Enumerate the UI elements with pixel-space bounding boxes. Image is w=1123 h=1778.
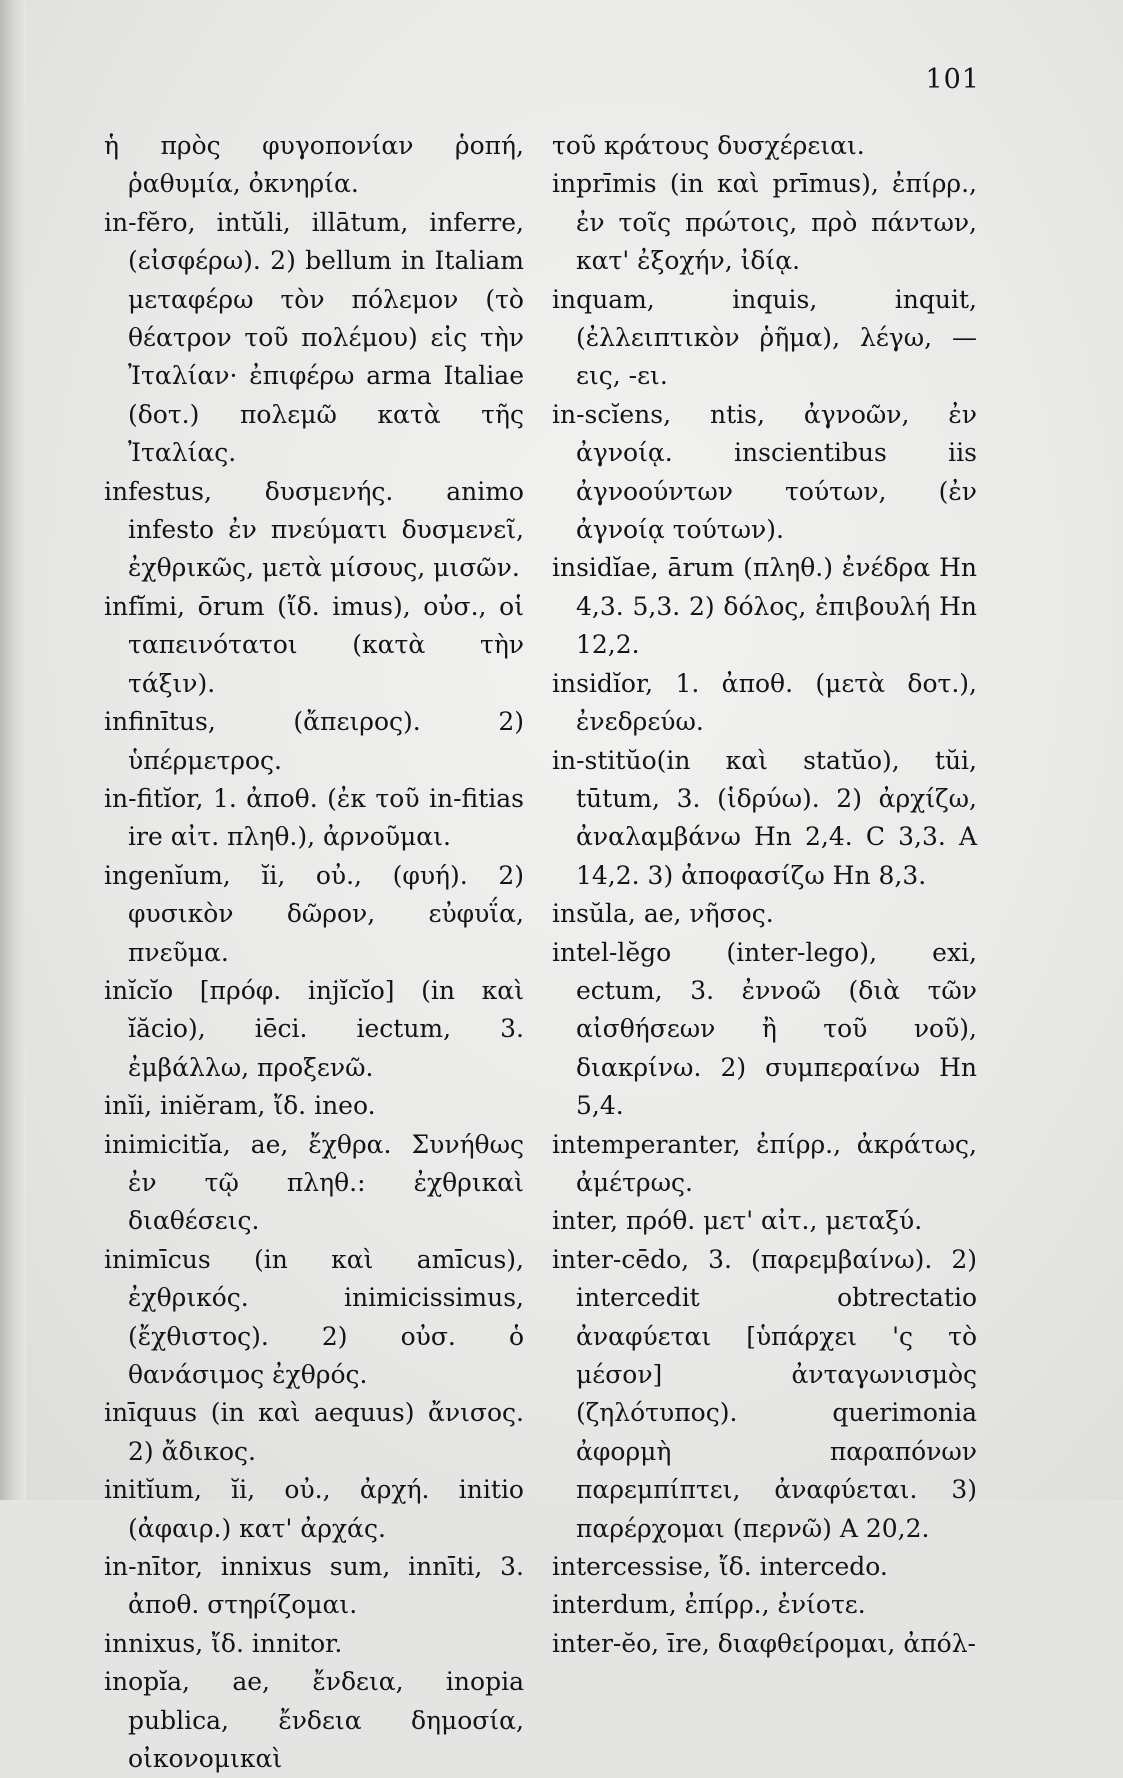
dictionary-entry: inĭi, iniĕram, ἴδ. ineo. (104, 1091, 376, 1121)
right-column (552, 127, 977, 1663)
dictionary-entry: inter, πρόθ. μετ' αἰτ., μεταξύ. (552, 1206, 923, 1236)
dictionary-entry: inimīcus (in καὶ amīcus), ἐχθρικός. inimicissimus, (ἔχθιστος). 2) οὐσ. ὁ θανάσιμος ἐχθρός. (104, 1244, 524, 1389)
dictionary-entry: interdum, ἐπίρρ., ἐνίοτε. (552, 1590, 866, 1620)
dictionary-entry: inter-cēdo, 3. (παρεμβαίνω). 2) intercedit obtrectatio ἀναφύεται [ὑπάρχει 'ς τὸ μέσον] ἀνταγωνισμὸς (ζηλότυπος). querimonia ἀφορμὴ παραπόνων παρεμπίπτει, ἀναφύεται. 3) παρέρχομαι (περνῶ) A 20,2. (552, 1244, 977, 1543)
book-spine-shadow (0, 0, 26, 1500)
dictionary-entry: intercessise, ἴδ. intercedo. (552, 1552, 888, 1582)
dictionary-entry: ἡ πρὸς φυγοπονίαν ῥοπή, ῥαθυμία, ὀκνηρία. (104, 131, 524, 199)
dictionary-entry: ingenĭum, ĭi, οὐ., (φυή). 2) φυσικὸν δῶρον, εὐφυΐα, πνεῦμα. (104, 860, 524, 967)
dictionary-entry: infĭmi, ōrum (ἴδ. imus), οὐσ., οἱ ταπεινότατοι (κατὰ τὴν τάξιν). (104, 591, 524, 698)
dictionary-entry: in-fitĭor, 1. ἀποθ. (ἐκ τοῦ in-fitias ire αἰτ. πληθ.), ἀρνοῦμαι. (104, 783, 524, 852)
dictionary-entry: intel-lĕgo (inter-lego), exi, ectum, 3. ἐννοῶ (διὰ τῶν αἰσθήσεων ἢ τοῦ νοῦ), διακρίνω. 2) συμπεραίνω Hn 5,4. (552, 937, 977, 1121)
dictionary-entry: innixus, ἴδ. innitor. (104, 1628, 343, 1658)
dictionary-entry: inimicitĭa, ae, ἔχθρα. Συνήθως ἐν τῷ πληθ.: ἐχθρικαὶ διαθέσεις. (104, 1129, 524, 1236)
dictionary-entry: intemperanter, ἐπίρρ., ἀκράτως, ἀμέτρως. (552, 1129, 977, 1197)
dictionary-entry: in-fĕro, intŭli, illātum, inferre, (εἰσφέρω). 2) bellum in Italiam μεταφέρω τὸν πόλεμον (τὸ θέατρον τοῦ πολέμου) εἰς τὴν Ἰταλίαν· ἐπιφέρω arma Italiae (δοτ.) πολεμῶ κατὰ τῆς Ἰταλίας. (104, 207, 524, 468)
dictionary-entry: inquam, inquis, inquit, (ἐλλειπτικὸν ῥῆμα), λέγω, —εις, -ει. (552, 284, 977, 391)
dictionary-entry: τοῦ κράτους δυσχέρειαι. (552, 131, 865, 160)
dictionary-entry: inprīmis (in καὶ prīmus), ἐπίρρ., ἐν τοῖς πρώτοις, πρὸ πάντων, κατ' ἐξοχήν, ἰδίᾳ. (552, 169, 977, 276)
page-number: 101 (925, 64, 980, 95)
dictionary-entry: inĭcĭo [πρόφ. injĭcĭo] (in καὶ ĭăcio), iēci. iectum, 3. ἐμβάλλω, προξενῶ. (104, 975, 524, 1082)
left-column (104, 127, 524, 1778)
dictionary-entry: inopĭa, ae, ἔνδεια, inopia publica, ἔνδεια δημοσία, οἰκονομικαὶ (104, 1667, 524, 1774)
dictionary-entry: in-stitŭo(in καὶ statŭo), tŭi, tūtum, 3. (ἱδρύω). 2) ἀρχίζω, ἀναλαμβάνω Hn 2,4. C 3,3. A 14,2. 3) ἀποφασίζω Hn 8,3. (552, 745, 977, 890)
dictionary-entry: insidĭor, 1. ἀποθ. (μετὰ δοτ.), ἐνεδρεύω. (552, 668, 977, 737)
dictionary-entry: in-nītor, innixus sum, innīti, 3. ἀποθ. στηρίζομαι. (104, 1552, 524, 1620)
dictionary-entry: initĭum, ĭi, οὐ., ἀρχή. initio (ἀφαιρ.) κατ' ἀρχάς. (104, 1475, 524, 1543)
dictionary-entry: in-scĭens, ntis, ἀγνοῶν, ἐν ἀγνοίᾳ. inscientibus iis ἀγνοούντων τούτων, (ἐν ἀγνοίᾳ τούτων). (552, 399, 977, 545)
dictionary-entry: insidĭae, ārum (πληθ.) ἐνέδρα Hn 4,3. 5,3. 2) δόλος, ἐπιβουλή Hn 12,2. (552, 553, 977, 660)
dictionary-entry: infestus, δυσμενής. animo infesto ἐν πνεύματι δυσμενεῖ, ἐχθρικῶς, μετὰ μίσους, μισῶν. (104, 476, 524, 583)
dictionary-entry: inter-ĕo, īre, διαφθείρομαι, ἀπόλ- (552, 1628, 976, 1658)
dictionary-entry: insŭla, ae, νῆσος. (552, 899, 774, 929)
dictionary-entry: infinītus, (ἄπειρος). 2) ὑπέρμετρος. (104, 707, 524, 775)
dictionary-entry: inīquus (in καὶ aequus) ἄνισος. 2) ἄδικος. (104, 1398, 524, 1466)
